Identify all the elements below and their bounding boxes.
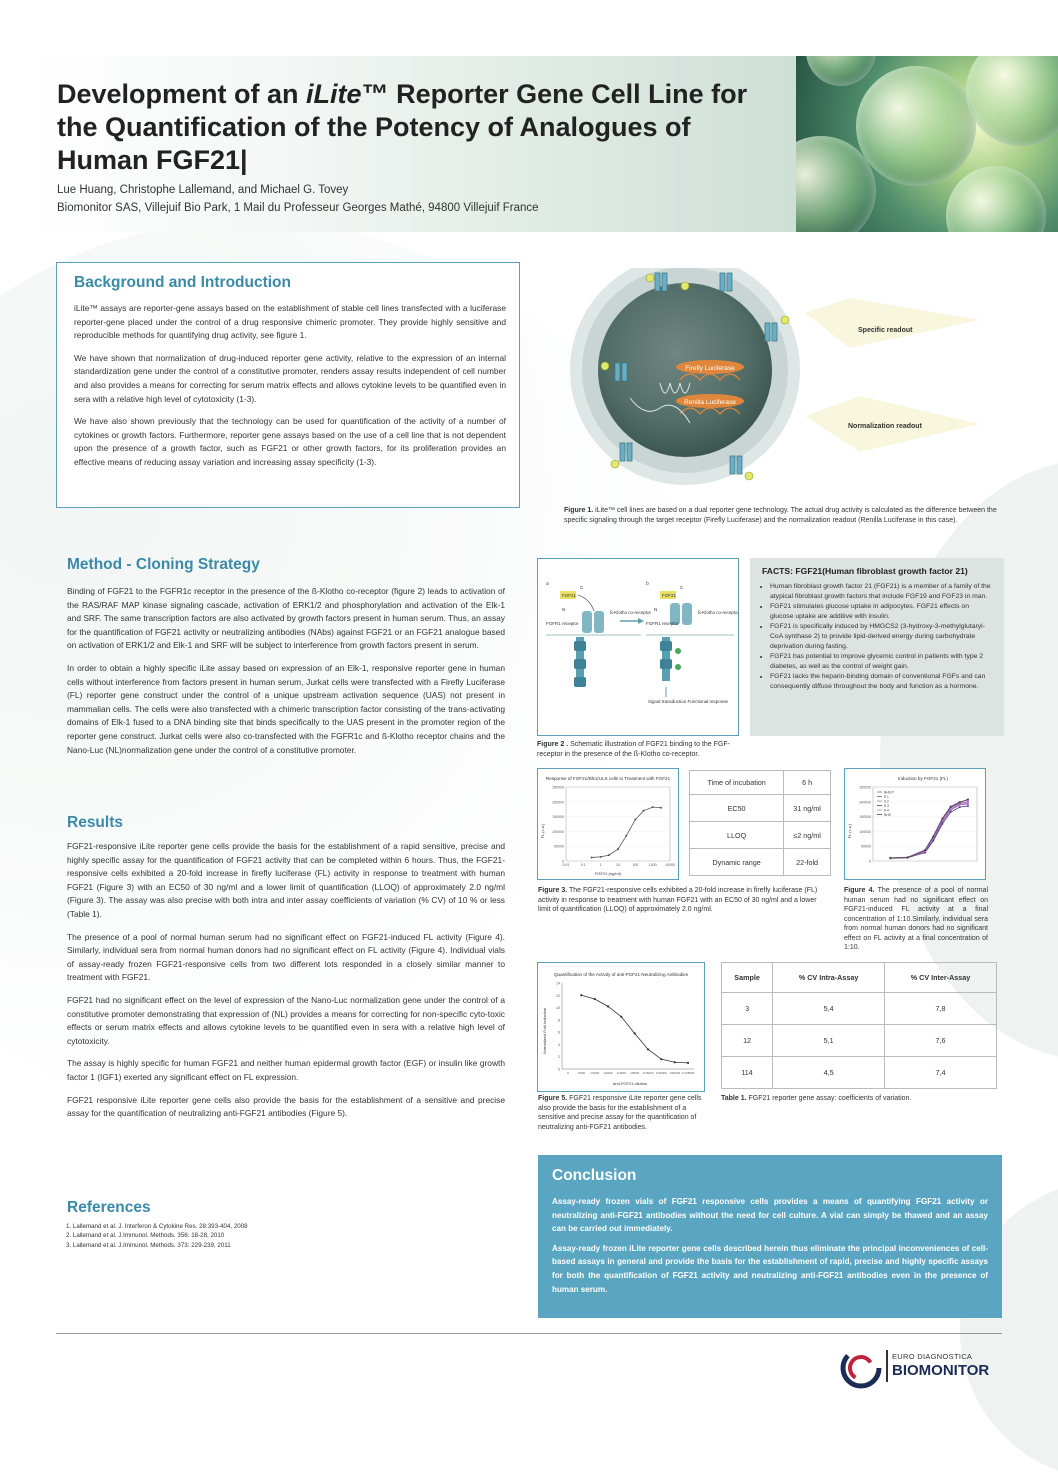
table-cell: 3 <box>722 993 773 1025</box>
svg-text:b: b <box>646 581 649 587</box>
conclusion-heading: Conclusion <box>552 1167 637 1184</box>
svg-text:Normalization readout: Normalization readout <box>848 423 922 430</box>
table-cell: EC50 <box>690 795 784 822</box>
data-point <box>660 807 662 809</box>
x-tick-label: 1 <box>599 863 602 867</box>
data-point <box>643 810 645 812</box>
data-point <box>607 1005 609 1007</box>
data-point <box>580 994 582 996</box>
y-tick-label: 8 <box>558 1018 560 1023</box>
logo-divider <box>886 1350 888 1382</box>
x-tick-label: 0.01 <box>562 863 570 867</box>
svg-text:FGF21: FGF21 <box>662 593 677 598</box>
data-point <box>907 856 909 858</box>
data-point <box>594 998 596 1000</box>
figure2-caption: Figure 2 . Schematic illustration of FGF21 binding to the FGF-receptor in the presence of the ß-Klotho co-receptor. <box>537 741 730 758</box>
table1 <box>721 962 997 1089</box>
logo-subtitle: EURO DIAGNOSTICA <box>892 1352 973 1361</box>
svg-text:FGFR1 receptor: FGFR1 receptor <box>646 621 679 626</box>
y-tick-label: 0 <box>558 1067 560 1072</box>
svg-text:Specific readout: Specific readout <box>858 327 913 334</box>
figure5-caption: Figure 5. FGF21 responsive iLite reporter gene cells also provide the basis for the establishment of a sensitive and precise assay for the quantification of neutralizing anti-FGF21 antibodies. <box>538 1095 702 1131</box>
table-header: Sample <box>722 963 773 993</box>
figure1-caption: Figure 1. iLite™ cell lines are based on a dual reporter gene technology. The actual drug activity is calculated as the difference between the specific signaling through the target receptor (Firefly Luciferase) and the normalization readout (Renilla Luciferase in this case). <box>564 507 997 524</box>
svg-text:N: N <box>562 607 566 612</box>
table-cell: 7,4 <box>885 1057 997 1089</box>
figure5-ylabel: Normalized Fold Induction <box>542 1007 547 1055</box>
table-header: % CV Inter-Assay <box>885 963 997 993</box>
biomonitor-logo-icon <box>840 1347 882 1389</box>
data-point <box>950 806 952 808</box>
data-point <box>617 848 619 850</box>
data-point <box>959 803 961 805</box>
table-cell: 4,5 <box>773 1057 885 1089</box>
results-heading: Results <box>67 814 123 831</box>
table-cell: 5,4 <box>773 993 885 1025</box>
svg-text:C: C <box>580 585 584 590</box>
table-header: % CV Intra-Assay <box>773 963 885 993</box>
y-tick-label: 200000 <box>859 800 871 805</box>
series-line <box>890 799 968 858</box>
figure3-ylabel: FL (c.u.) <box>540 823 545 839</box>
fact-item: • FGF21 is specifically induced by HMGCS2 (3-hydroxy-3-methylglutaryl-CoA synthase 2) to provide lipid-derived energy during carbohydrate deprivation during fasting. <box>770 622 994 651</box>
fact-item: • Human fibroblast growth factor 21 (FGF21) is a member of a family of the atypical fibroblast growth factors that include FGF19 and FGF23 in man. <box>770 582 994 601</box>
x-tick-label: 1/32000 <box>655 1071 667 1075</box>
background-heading: Background and Introduction <box>74 274 291 291</box>
data-point <box>674 1061 676 1063</box>
facts-heading: FACTS: FGF21(Human fibroblast growth factor 21) <box>762 566 968 576</box>
method-text: Binding of FGF21 to the FGFR1c receptor in the presence of the ß-Klotho co-receptor (figure 2) leads to activation of the RAS/RAF MAP kinase signaling cascade, activation of ERK1/2 and phosphorylation and activation of the Elk-1 and SRF. The same transcription factors are also activated by growth factors present in human serum. Thus, an assay for the quantification of FGF21 activity or neutralizing antibodies (NAbs) against FGF21 or an FGF21 analogue based on activation of ERK1/2 and Elk-1 and SRF will be subject to interference from growth factors present in serum. In order to obtain a highly specific iLite assay based on expression of an Elk-1, responsive reporter gene in human cells without interference from factors present in human serum, Jurkat cells were transfected with a Firefly Luciferase (FL) reporter gene construct under the control of a unique upstream activation sequence (UAS) not present in mammalian cells. The cells were also transfected with a chimeric transcription factor consisting of the trans-activating domains of Elk-1 fused to a DNA binding site that binds specifically to the UAS present in the promoter region of the reporter gene construct. Jurkat cells were also co-transfected with the FGFR1c and ß-Klotho receptor chains and the Nano-Luc (NL)normalization gene under the control of a constitutive promoter. <box>67 586 505 755</box>
data-point <box>620 1016 622 1018</box>
data-point <box>600 856 602 858</box>
results-text: FGF21-responsive iLite reporter gene cells provide the basis for the establishment of a rapid sensitive, precise and highly specific assay for the quantification of FGF21 activity that can be completed within 6 hours. Thus, the FGF21-responsive cells exhibited a 20-fold increase in firefly luciferase (FL) activity in response to treatment with human FGF21 (Figure 3) with an EC50 of 30 ng/ml and a lower limit of quantification (LLOQ) of approximately 2.0 ng/ml (Figure 3). The assay was also precise with both intra and inter assay coefficients of variation (% CV) of 10 % or less (Table 1). The presence of a pool of normal human serum had no significant effect on FGF21-induced FL activity (Figure 4). Similarly, individual sera from normal human donors had no significant effect on FL activity (Figure 4). Individual vials of assay-ready frozen FGF21-responsive cells from two different lots responded in a closely similar manner to treatment with FGF21. FGF21 had no significant effect on the level of expression of the Nano-Luc normalization gene under the control of a constitutive promoter demonstrating that expression of (NL) provides a means for correcting for non-specific cyto-toxic effects or serum matrix effects and allows cytokine levels to be quantified even in sera with a relative high level of cytotoxicity. The assay is highly specific for human FGF21 and neither human epidermal growth factor (EGF) or insulin like growth factor 1 (IGF1) exerted any significant effect on FL expression. FGF21 responsive iLite reporter gene cells also provide the basis for the establishment of a sensitive and precise assay for the quantification of neutralizing anti-FGF21 antibodies (Figure 5). <box>67 841 505 1119</box>
poster-title: Development of an iLite™ Reporter Gene Cell Line for the Quantification of the Potency of Analogues of Human FGF21| <box>57 79 748 175</box>
background-text: iLite™ assays are reporter-gene assays based on the establishment of stable cell lines transfected with a luciferase reporter-gene placed under the control of a drug responsive chimeric promoter. They provide highly sensitive and reproducible methods for quantifying drug activity, see figure 1. We have shown that normalization of drug-induced reporter gene activity, relative to the expression of an internal standardization gene under the control of a constitutive promoter, renders assay results independent of cell number and also provides a means for correcting for serum matrix effects and allows cytokine levels to be quantified even in sera with a relative high level of cytotoxicity (1-3). We have also shown previously that the technology can be used for quantification of the activity of a number of cytokines or growth factors. Furthermore, reporter gene assays based on the use of a cell line that is not dependent upon the presence of a growth factor, such as FGF21 or other growth factors, for its proliferation provides an effective means of reducing assay variation and increasing assay specificity (1-3). <box>74 303 506 467</box>
data-point <box>608 854 610 856</box>
data-point <box>634 819 636 821</box>
table-cell: 7,6 <box>885 1025 997 1057</box>
table-cell: 12 <box>722 1025 773 1057</box>
x-tick-label: 1/500 <box>577 1071 586 1075</box>
svg-text:FGF21: FGF21 <box>562 593 577 598</box>
y-tick-label: 10 <box>556 1006 560 1011</box>
x-tick-label: 10 <box>616 863 620 867</box>
data-point <box>932 836 934 838</box>
series-line <box>890 804 968 858</box>
data-point <box>687 1062 689 1064</box>
data-point <box>625 835 627 837</box>
fact-item: • FGF21 stimulates glucose uptake in adipocytes. FGF21 effects on glucose uptake are additive with insulin. <box>770 602 994 621</box>
data-point <box>959 801 961 803</box>
figure3-caption: Figure 3. The FGF21-responsive cells exhibited a 20-fold increase in firefly luciferase (FL) activity in response to treatment with human FGF21 with an EC50 of 30 ng/ml and a lower limit of quantification (LLOQ) of approximately 2.0 ng/ml. <box>538 887 818 913</box>
x-tick-label: 0 <box>567 1071 569 1075</box>
y-tick-label: 200000 <box>552 800 564 805</box>
table-cell: ≤2 ng/ml <box>784 822 831 849</box>
data-point <box>959 806 961 808</box>
y-tick-label: 250000 <box>552 785 564 790</box>
reference-item: 1. Lallemand et al. J. Interferon & Cytokine Res. 28:393-404, 2008 <box>66 1223 248 1230</box>
data-point <box>660 1058 662 1060</box>
table-cell: 31 ng/ml <box>784 795 831 822</box>
figure4-title: Induction by FGF21 (FL) <box>897 776 949 781</box>
data-point <box>889 857 891 859</box>
x-tick-label: 1/4000 <box>616 1071 626 1075</box>
x-tick-label: 1/16000 <box>642 1071 654 1075</box>
y-tick-label: 150000 <box>552 815 564 820</box>
data-point <box>967 805 969 807</box>
x-tick-label: 1/64000 <box>669 1071 681 1075</box>
x-tick-label: 0.1 <box>580 863 586 867</box>
data-point <box>941 818 943 820</box>
table-cell: 7,8 <box>885 993 997 1025</box>
x-tick-label: 1/128000 <box>681 1071 695 1075</box>
figure5-xlabel: Anti-FGF21 dilution <box>612 1081 648 1086</box>
series-line <box>581 995 688 1063</box>
figure1-diagram <box>560 268 1000 498</box>
series-line <box>592 807 661 857</box>
reference-item: 3. Lallemand et al. J.Immunol. Methods. 373: 229-239, 2011 <box>66 1241 231 1249</box>
figure5-chart <box>538 963 704 1091</box>
figure3-title: Response of FGF21/Elk1/ULS cells to Treatment with FGF21 <box>545 776 671 781</box>
y-tick-label: 150000 <box>859 815 871 820</box>
table-cell: 6 h <box>784 771 831 795</box>
facts-box <box>750 558 1004 736</box>
figure2-box <box>537 558 739 736</box>
figure5-title: Quantification of the Activity of anti-FGF21 Neutralizing Antibodies <box>553 972 689 977</box>
figure2-diagram <box>538 559 738 735</box>
x-tick-label: 1/8000 <box>630 1071 640 1075</box>
conclusion-text: Assay-ready frozen vials of FGF21 responsive cells provides a means of quantifying FGF21 activity or neutralizing anti-FGF21 antibodies without the need for cell culture. A vial can simply be thawed and an assay can be carried out immediately. Assay-ready frozen iLite reporter gene cells described herein thus eliminate the principal inconveniences of cell-based assays in general and provide the basis for the establishment of rapid, precise and highly specific assays for both the quantification of FGF21 activity and neutralizing anti-FGF21 antibodies even in the presence of human serum. <box>552 1197 988 1294</box>
header-cells-photo <box>796 56 1058 232</box>
table-cell: 114 <box>722 1057 773 1089</box>
data-point <box>950 811 952 813</box>
series-line <box>890 802 968 858</box>
figure4-caption: Figure 4. The presence of a pool of normal human serum had no significant effect on FGF21-induced FL activity at a final concentration of 1:10.Similarly, individual sera from normal human donors had no significant effect on FL activity at a final concentration of 1:10. <box>844 887 988 951</box>
figure3-chart <box>538 769 678 879</box>
x-tick-label: 100 <box>632 863 639 867</box>
svg-text:Signal transduction Functional: Signal transduction Functional response <box>648 699 729 704</box>
figure3-table <box>689 770 831 876</box>
data-point <box>652 806 654 808</box>
footer-divider <box>56 1333 1002 1334</box>
fact-item: • FGF21 has potential to improve glycemic control in patients with type 2 diabetes, as well as the control of weight gain. <box>770 652 994 671</box>
y-tick-label: 4 <box>558 1042 560 1047</box>
svg-text:Firefly Luciferase: Firefly Luciferase <box>685 365 735 372</box>
y-tick-label: 50000 <box>554 844 564 849</box>
data-point <box>924 849 926 851</box>
series-line <box>890 803 968 858</box>
table-cell: 22-fold <box>784 849 831 876</box>
y-tick-label: 6 <box>558 1030 560 1035</box>
figure3-box <box>537 768 679 880</box>
references-list <box>66 1222 248 1250</box>
fact-item: • FGF21 lacks the heparin-binding domain of conventional FGFs and can consequently diffuse throughout the body and function as a hormone. <box>770 672 994 691</box>
x-tick-label: 1000 <box>648 863 657 867</box>
x-tick-label: 1/1000 <box>590 1071 600 1075</box>
y-tick-label: 2 <box>558 1055 560 1060</box>
svg-text:FGFR1 receptor: FGFR1 receptor <box>546 621 579 626</box>
y-tick-label: 0 <box>562 859 564 864</box>
y-tick-label: 14 <box>556 981 560 986</box>
x-tick-label: 1/2000 <box>603 1071 613 1075</box>
figure5-box <box>537 962 705 1092</box>
y-tick-label: 100000 <box>552 829 564 834</box>
y-tick-label: 0 <box>869 859 871 864</box>
figure4-box <box>844 768 986 880</box>
data-point <box>634 1032 636 1034</box>
specific-arrow <box>805 298 980 348</box>
legend-label: S 2 <box>884 799 889 804</box>
table-cell: 5,1 <box>773 1025 885 1057</box>
data-point <box>591 856 593 858</box>
authors: Lue Huang, Christophe Lallemand, and Michael G. Tovey <box>57 184 349 196</box>
y-tick-label: 12 <box>556 993 560 998</box>
legend-label: NHS P <box>884 790 894 795</box>
series-line <box>890 806 968 858</box>
table1-caption: Table 1. FGF21 reporter gene assay: coefficients of variation. <box>721 1095 912 1102</box>
data-point <box>967 798 969 800</box>
figure4-ylabel: FL (c.u.) <box>847 823 852 839</box>
figure3-xlabel: FGF21 (ng/ml) <box>594 871 622 876</box>
svg-text:C: C <box>680 585 684 590</box>
data-point <box>941 823 943 825</box>
svg-text:ß-Klotho co-receptor: ß-Klotho co-receptor <box>698 610 738 615</box>
data-point <box>932 840 934 842</box>
legend-label: S 3 <box>884 803 889 808</box>
logo-name: BIOMONITOR <box>892 1362 990 1379</box>
table-cell: LLOQ <box>690 822 784 849</box>
facts-list <box>750 582 1004 692</box>
table-cell: Dynamic range <box>690 849 784 876</box>
legend-label: NHS <box>884 812 891 817</box>
y-tick-label: 100000 <box>859 829 871 834</box>
svg-text:N: N <box>654 607 658 612</box>
y-tick-label: 250000 <box>859 785 871 790</box>
svg-text:Renilla Luciferase: Renilla Luciferase <box>684 399 736 406</box>
x-tick-label: 10000 <box>665 863 675 867</box>
svg-text:a: a <box>546 581 549 587</box>
table-cell: Time of incubation <box>690 771 784 795</box>
svg-text:ß-Klotho co-receptor: ß-Klotho co-receptor <box>610 610 652 615</box>
figure4-chart <box>845 769 985 879</box>
legend-label: S 4 <box>884 808 889 813</box>
affiliation: Biomonitor SAS, Villejuif Bio Park, 1 Mail du Professeur Georges Mathé, 94800 Villejuif France <box>57 202 539 214</box>
y-tick-label: 50000 <box>861 844 871 849</box>
reference-item: 2. Lallemand et al. J.Immunol. Methods. 356: 18-28, 2010 <box>66 1232 225 1240</box>
method-heading: Method - Cloning Strategy <box>67 556 260 573</box>
legend-label: S 1 <box>884 794 889 799</box>
data-point <box>647 1048 649 1050</box>
references-heading: References <box>67 1199 151 1216</box>
conclusion-box <box>538 1155 1002 1318</box>
data-point <box>967 802 969 804</box>
